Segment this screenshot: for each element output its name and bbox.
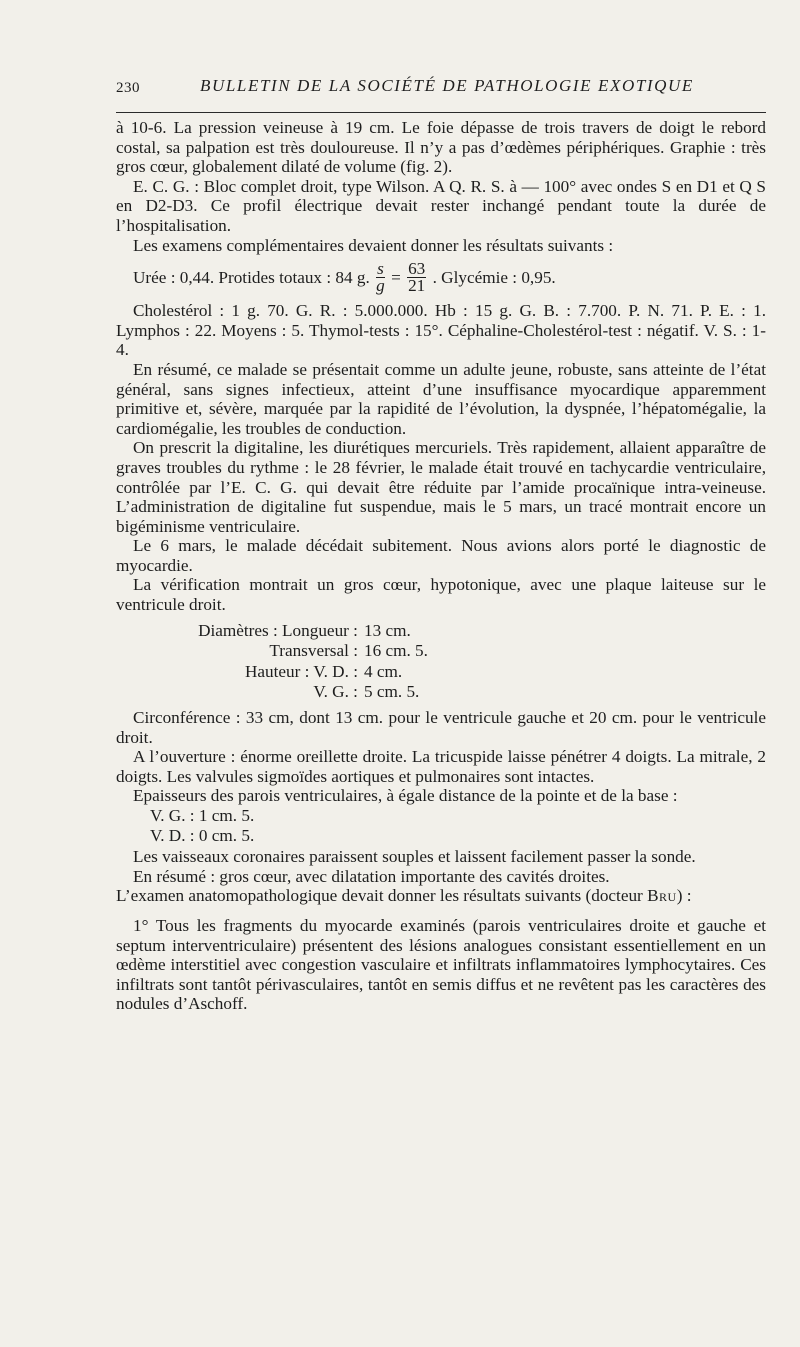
fraction-numerator: 63 (408, 258, 426, 278)
paragraph-myocardium-findings: 1° Tous les fragments du myocarde examinés (parois ventriculaires droite et gauche et septum interventriculaire) présentent des lésions analogues consistant essentiellement en un œdème interstitiel avec congestion vasculaire et infiltrats inflammatoires lymphocytaires. Ces infiltrats sont tantôt périvasculaires, tantôt en semis diffus et ne revêtent pas les caractères des nodules d’Aschoff. (116, 915, 766, 1014)
article-body (116, 118, 766, 1014)
fraction-numerator: s (377, 258, 384, 278)
doctor-name: Bru (647, 886, 677, 906)
paragraph-coronaries: Les vaisseaux coronaires paraissent souples et laissent facilement passer la sonde. (133, 847, 696, 867)
lab-formula-line (116, 255, 766, 301)
paragraph-lab-intro: Les examens complémentaires devaient donner les résultats suivants : (133, 235, 614, 255)
paragraph-summary-1: En résumé, ce malade se présentait comme un adulte jeune, robuste, sans atteinte de l’état général, sans signes infectieux, atteint d’une insuffisance myocardique apparemment primitive et, sévère, marquée par la rapidité de l’évolution, la dyspnée, l’hépatomégalie, la cardiomégalie, les troubles de conduction. (116, 359, 766, 438)
formula-equals: = (391, 268, 401, 288)
formula-uree-protides: Urée : 0,44. Protides totaux : 84 g. (133, 268, 370, 288)
fraction-s-over-g (376, 258, 385, 295)
paragraph-death: Le 6 mars, le malade décédait subitement. Nous avions alors porté le diagnostic de myocardie. (116, 536, 766, 575)
dimension-value: 16 cm. 5. (363, 641, 428, 661)
running-header (116, 72, 766, 113)
paragraph-pathology-intro (116, 886, 766, 906)
paragraph-wall-thickness: Epaisseurs des parois ventriculaires, à égale distance de la pointe et de la base : (133, 786, 678, 806)
fraction-denominator: g (376, 275, 385, 295)
paragraph-ecg: E. C. G. : Bloc complet droit, type Wilson. A Q. R. S. à — 100° avec ondes S en D1 et Q S en D2-D3. Ce profil électrique devait rester inchangé pendant toute la durée de l’hospitalisation. (116, 176, 766, 235)
journal-title: BULLETIN DE LA SOCIÉTÉ DE PATHOLOGIE EXOTIQUE (200, 76, 694, 95)
dimensions-table (116, 621, 493, 702)
page-number: 230 (116, 80, 140, 96)
paragraph-opening: A l’ouverture : énorme oreillette droite. La tricuspide laisse pénétrer 4 doigts. La mitrale, 2 doigts. Les valvules sigmoïdes aortiques et pulmonaires sont intactes. (116, 747, 766, 786)
dimension-value: 13 cm. (363, 620, 411, 640)
dimension-label: V. G. : (313, 682, 358, 702)
dimension-label: Hauteur : V. D. : (244, 661, 358, 681)
dimension-label: Transversal : (269, 641, 358, 661)
paragraph-treatment: On prescrit la digitaline, les diurétiques mercuriels. Très rapidement, allaient apparaître de graves troubles du rythme : le 28 février, le malade était trouvé en tachycardie ventriculaire, contrôlée par l’E. C. G. qui devait être réduite par l’amide procaïnique intra-veineuse. L’administration de digitaline fut suspendue, mais le 5 mars, un tracé montrait encore un bigéminisme ventriculaire. (116, 438, 766, 536)
wall-thickness-vg: V. G. : 1 cm. 5. (150, 806, 255, 825)
pathology-intro-text: L’examen anatomopathologique devait donner les résultats suivants (docteur (116, 886, 643, 906)
paragraph-summary-2: En résumé : gros cœur, avec dilatation importante des cavités droites. (133, 866, 610, 886)
dimension-value: 5 cm. 5. (363, 682, 420, 702)
paragraph-blood-results: Cholestérol : 1 g. 70. G. R. : 5.000.000. Hb : 15 g. G. B. : 7.700. P. N. 71. P. E. : 1. Lymphos : 22. Moyens : 5. Thymol-tests : 15°. Céphaline-Cholestérol-test : négatif. V. S. : 1-4. (116, 301, 766, 360)
paragraph-verification: La vérification montrait un gros cœur, hypotonique, avec une plaque laiteuse sur le ventricule droit. (116, 575, 766, 615)
formula-glycemie: . Glycémie : 0,95. (432, 268, 556, 288)
dimension-value: 4 cm. (363, 661, 403, 681)
pathology-intro-end: ) : (676, 886, 692, 906)
paragraph-circumference: Circonférence : 33 cm, dont 13 cm. pour le ventricule gauche et 20 cm. pour le ventricule droit. (116, 708, 766, 747)
fraction-denominator: 21 (408, 275, 426, 295)
wall-thickness-vd: V. D. : 0 cm. 5. (150, 825, 255, 845)
fraction-63-over-21 (407, 258, 426, 295)
paragraph-clinical-exam: à 10-6. La pression veineuse à 19 cm. Le foie dépasse de trois travers de doigt le rebord costal, sa palpation est très douloureuse. Il n’y a pas d’œdèmes périphériques. Graphie : très gros cœur, globalement dilaté de volume (fig. 2). (116, 118, 766, 177)
dimension-label: Diamètres : Longueur : (198, 620, 358, 640)
